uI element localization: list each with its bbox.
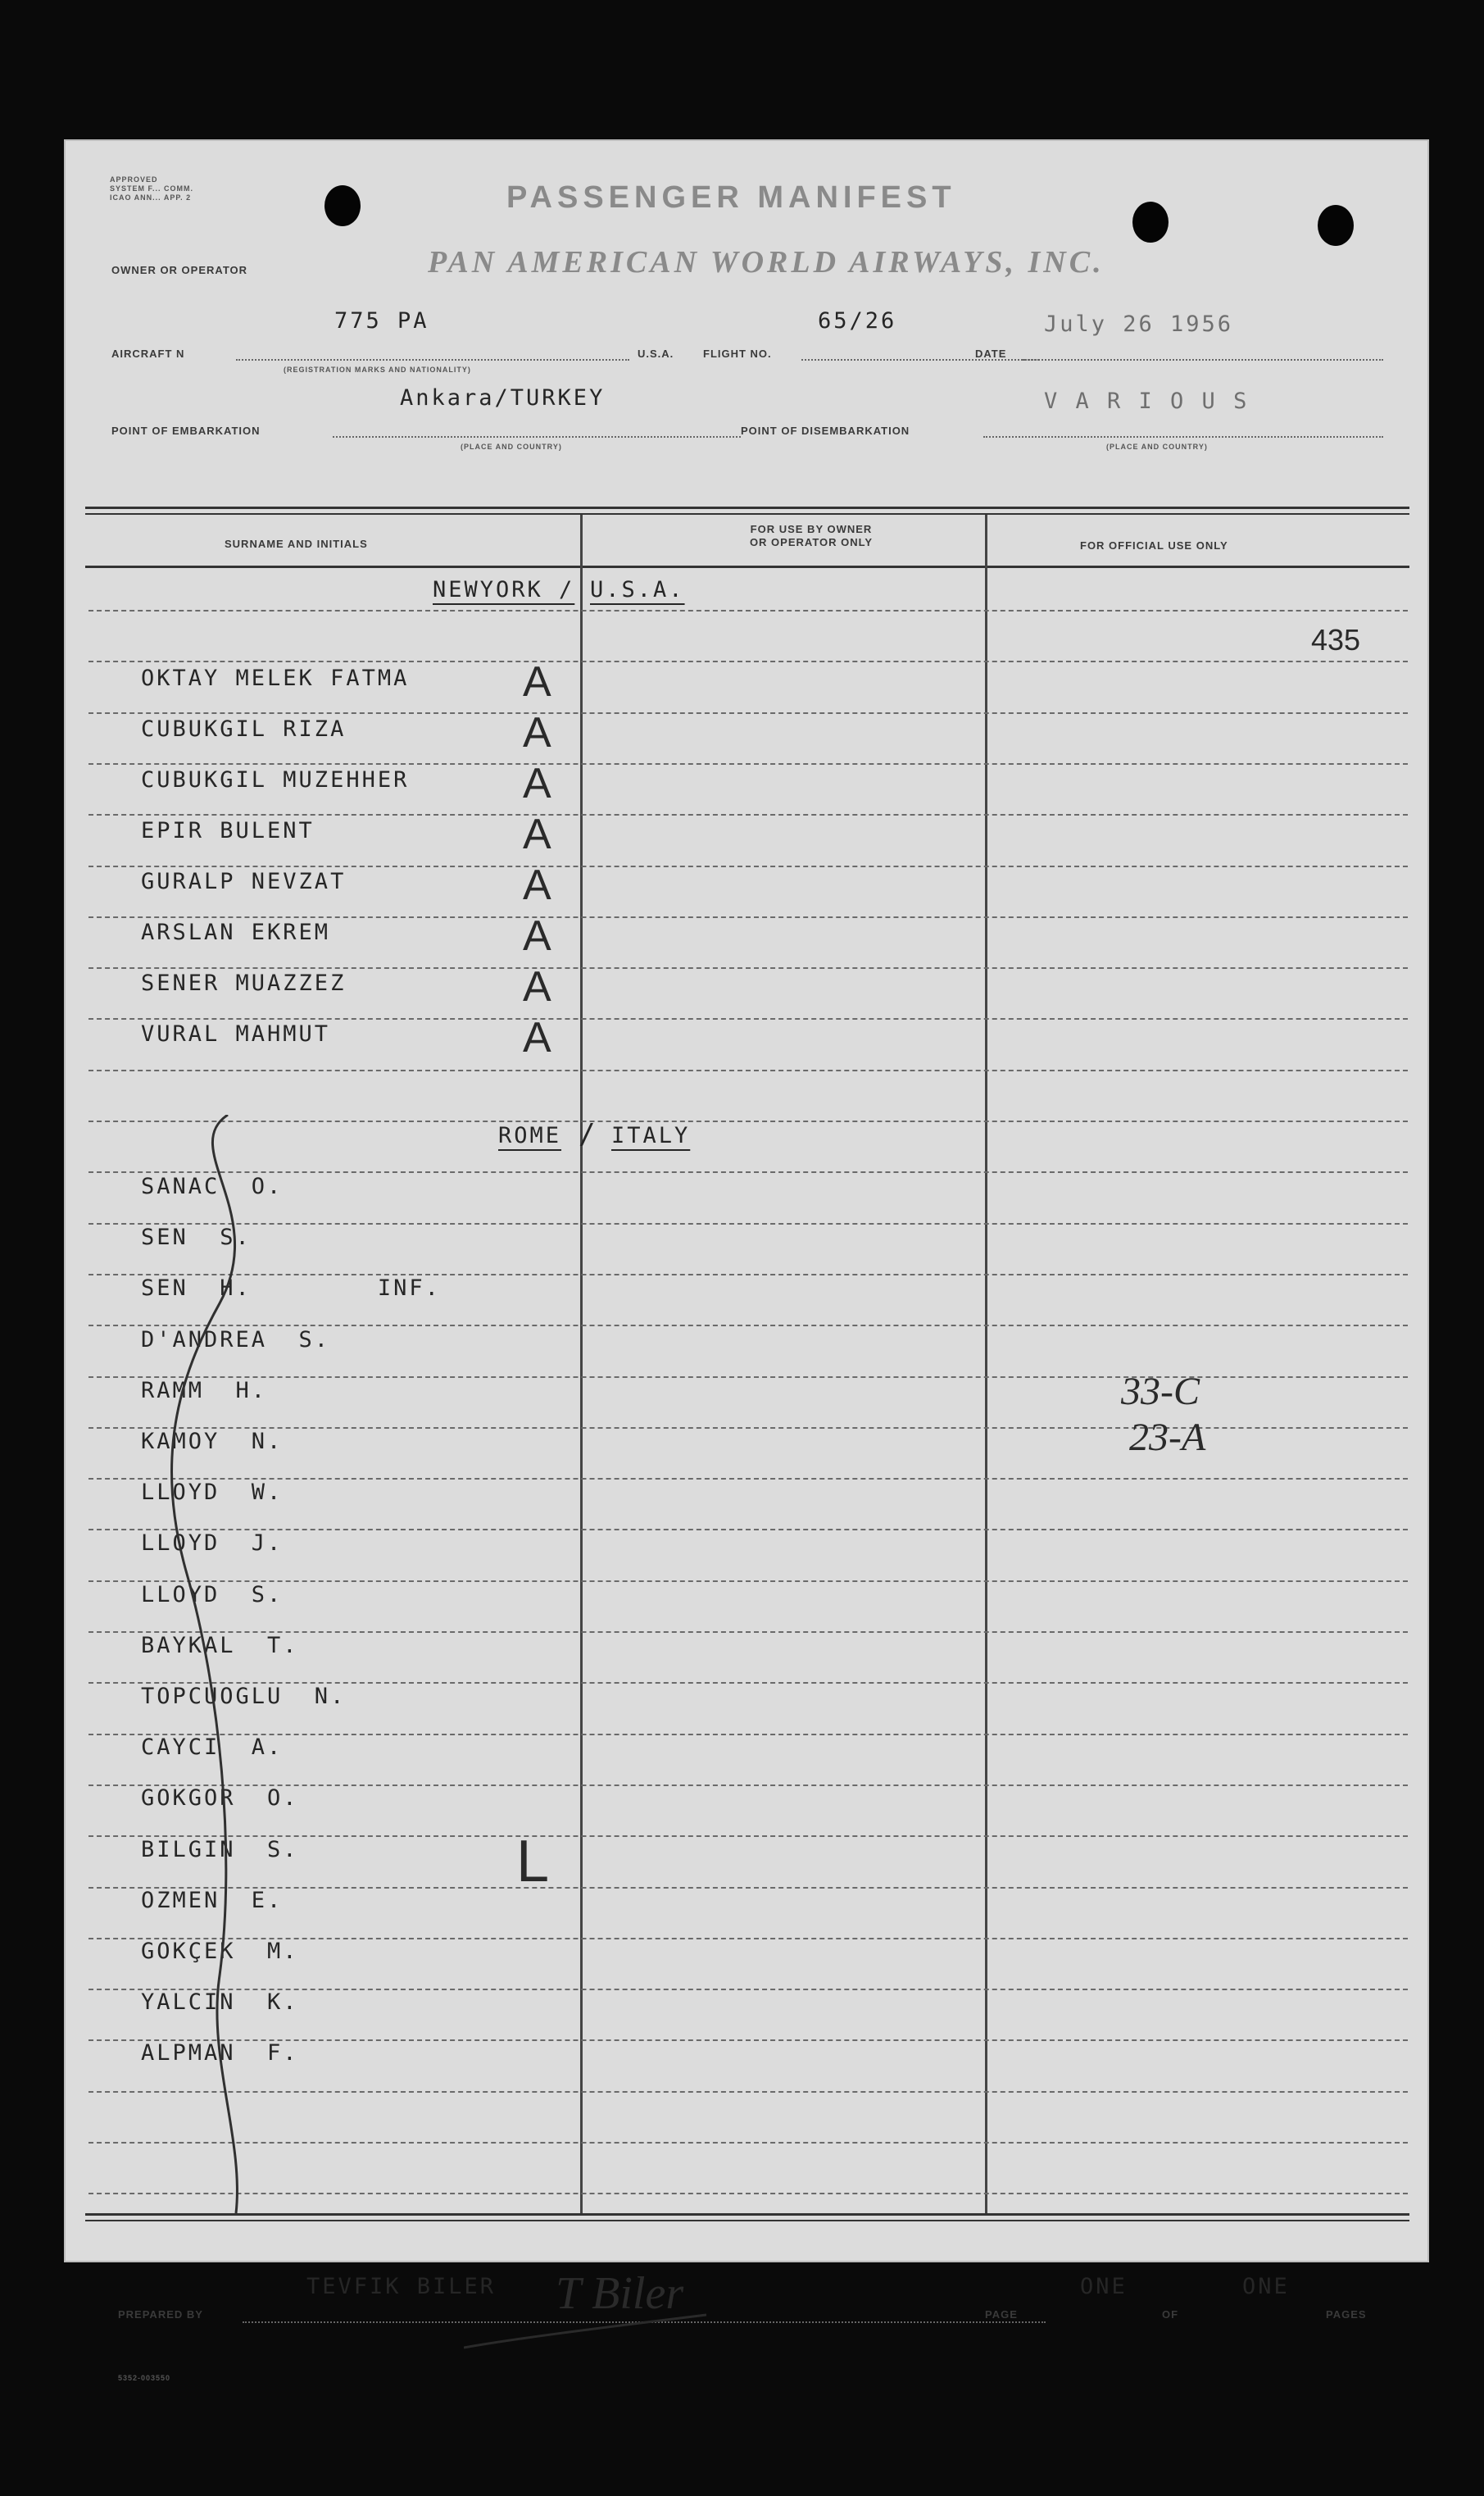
row-line — [88, 1171, 1408, 1173]
passenger-name: KAMOY N. — [141, 1429, 284, 1454]
disembark-label: POINT OF DISEMBARKATION — [741, 425, 910, 437]
row-line — [88, 1529, 1408, 1530]
passenger-name: GOKGOR O. — [141, 1785, 299, 1811]
of-value: ONE — [1242, 2274, 1290, 2299]
row-line — [88, 1427, 1408, 1429]
passenger-mark: A — [523, 912, 551, 960]
field-underline — [1023, 359, 1383, 361]
passenger-name: ARSLAN EKREM — [141, 920, 331, 945]
embark-label: POINT OF EMBARKATION — [111, 425, 261, 437]
passenger-name: YALCIN K. — [141, 1989, 299, 2015]
punch-hole — [1132, 202, 1169, 243]
footer-rule — [85, 2220, 1409, 2221]
passenger-name: EPIR BULENT — [141, 818, 315, 843]
group2-heading-right: ITALY — [611, 1123, 691, 1148]
group1-heading-right: U.S.A. — [590, 577, 685, 602]
passenger-name: LLOYD S. — [141, 1582, 284, 1607]
row-line — [88, 916, 1408, 918]
owner-label: OWNER OR OPERATOR — [111, 264, 248, 276]
footer-rule — [85, 2213, 1409, 2216]
prepared-by-value: TEVFIK BILER — [306, 2274, 497, 2299]
table-top-rule — [85, 513, 1409, 515]
aircraft-label: AIRCRAFT N — [111, 348, 185, 360]
airline-name: PAN AMERICAN WORLD AIRWAYS, INC. — [428, 245, 1105, 280]
row-line — [88, 814, 1408, 816]
manifest-sheet — [64, 139, 1429, 2382]
punch-hole — [324, 185, 361, 226]
field-underline — [983, 436, 1383, 438]
embark-note: (PLACE AND COUNTRY) — [461, 443, 562, 451]
row-line — [88, 712, 1408, 714]
passenger-name: RAMM H. — [141, 1378, 268, 1403]
surname-column-header: SURNAME AND INITIALS — [225, 538, 368, 550]
passenger-name: SEN S. — [141, 1225, 252, 1250]
passenger-name: SEN H. INF. — [141, 1275, 441, 1301]
passenger-mark: A — [523, 658, 551, 706]
page-value: ONE — [1080, 2274, 1128, 2299]
row-line — [88, 763, 1408, 765]
passenger-mark: A — [523, 862, 551, 909]
field-underline — [236, 359, 629, 361]
punch-hole — [1318, 205, 1354, 246]
row-line — [88, 967, 1408, 969]
passenger-name: CAYCI A. — [141, 1734, 284, 1760]
date-value: July 26 1956 — [1044, 311, 1234, 337]
of-label: OF — [1162, 2308, 1179, 2321]
row-line — [88, 2091, 1408, 2093]
row-line — [88, 1018, 1408, 1020]
passenger-mark: A — [523, 811, 551, 858]
embark-value: Ankara/TURKEY — [400, 385, 606, 411]
row-line — [88, 1070, 1408, 1071]
approval-note: APPROVED SYSTEM F... COMM. ICAO ANN... APP. 2 — [110, 175, 194, 202]
header-rule — [85, 566, 1409, 568]
passenger-mark: A — [523, 963, 551, 1011]
official-use-header: FOR OFFICIAL USE ONLY — [1080, 539, 1228, 552]
aircraft-value: 775 PA — [334, 308, 429, 334]
owner-use-header: FOR USE BY OWNER OR OPERATOR ONLY — [749, 523, 874, 548]
row-line — [88, 2142, 1408, 2144]
passenger-name: TOPCUOGLU N. — [141, 1684, 347, 1709]
column-divider — [985, 515, 987, 2215]
passenger-name: SENER MUAZZEZ — [141, 971, 347, 996]
column-divider — [580, 515, 583, 2215]
group2-heading-left: ROME — [498, 1123, 562, 1148]
row-line — [88, 610, 1408, 611]
row-line — [88, 1325, 1408, 1326]
passenger-name: CUBUKGIL MUZEHHER — [141, 767, 410, 793]
row-line — [88, 1223, 1408, 1225]
flight-value: 65/26 — [818, 308, 897, 334]
prepared-by-label: PREPARED BY — [118, 2308, 203, 2321]
handwritten-bracket-line — [129, 1115, 261, 2213]
passenger-mark: A — [523, 709, 551, 757]
page-title: PASSENGER MANIFEST — [506, 180, 956, 215]
passenger-name: OZMEN E. — [141, 1888, 284, 1913]
row-line — [88, 1887, 1408, 1889]
passenger-name: GURALP NEVZAT — [141, 869, 347, 894]
pages-label: PAGES — [1326, 2308, 1367, 2321]
flight-label: FLIGHT NO. — [703, 348, 772, 360]
registration-note: (REGISTRATION MARKS AND NATIONALITY) — [284, 366, 471, 374]
page-label: PAGE — [985, 2308, 1018, 2321]
group1-heading-left: NEWYORK / — [433, 577, 575, 602]
passenger-name: LLOYD J. — [141, 1530, 284, 1556]
row-line — [88, 1734, 1408, 1735]
disembark-value: V A R I O U S — [1044, 389, 1250, 414]
seat-annotation: 23-A — [1129, 1416, 1206, 1459]
seat-annotation: 33-C — [1121, 1370, 1200, 1413]
passenger-name: CUBUKGIL RIZA — [141, 716, 347, 742]
passenger-name: ALPMAN F. — [141, 2040, 299, 2066]
signature: T Biler — [556, 2268, 684, 2319]
form-number: 5352-003550 — [118, 2374, 171, 2382]
field-underline — [333, 436, 741, 438]
table-top-rule — [85, 507, 1409, 509]
heading-slash: / — [579, 1118, 596, 1151]
passenger-name: GOKÇEK M. — [141, 1939, 299, 1964]
official-number: 435 — [1311, 623, 1361, 657]
passenger-name: BAYKAL T. — [141, 1633, 299, 1658]
passenger-mark: A — [523, 1014, 551, 1062]
passenger-name: D'ANDREA S. — [141, 1327, 331, 1353]
passenger-name: BILGIN S. — [141, 1837, 299, 1862]
row-line — [88, 1376, 1408, 1378]
date-label: DATE — [975, 348, 1007, 360]
passenger-name: SANAC O. — [141, 1174, 284, 1199]
disembark-note: (PLACE AND COUNTRY) — [1106, 443, 1208, 451]
row-line — [88, 866, 1408, 867]
row-line — [88, 2193, 1408, 2194]
usa-label: U.S.A. — [638, 348, 674, 360]
passenger-name: VURAL MAHMUT — [141, 1021, 331, 1047]
row-line — [88, 1580, 1408, 1582]
passenger-mark: A — [523, 760, 551, 807]
signature-stroke — [464, 2303, 710, 2353]
row-line — [88, 1478, 1408, 1480]
check-mark: L — [516, 1829, 550, 1894]
row-line — [88, 661, 1408, 662]
passenger-name: LLOYD W. — [141, 1480, 284, 1505]
row-line — [88, 1121, 1408, 1122]
passenger-name: OKTAY MELEK FATMA — [141, 666, 410, 691]
